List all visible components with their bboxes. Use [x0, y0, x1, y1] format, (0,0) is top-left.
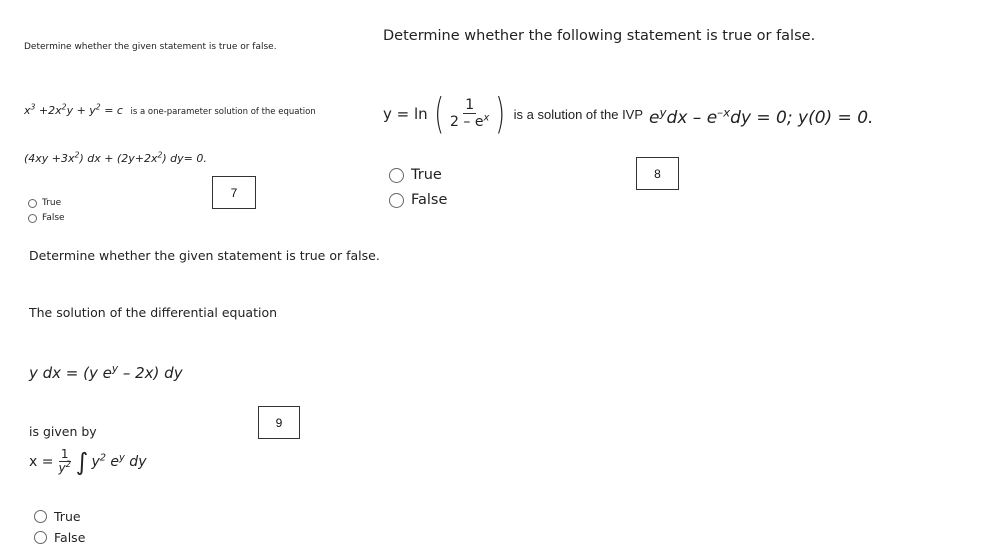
- q8-option-true[interactable]: [389, 167, 442, 183]
- q9-option-true[interactable]: [34, 509, 81, 524]
- q8-option-true-label: True: [411, 167, 442, 183]
- q7-expr-note: is a one-parameter solution of the equation: [130, 107, 316, 117]
- q7-radio-true[interactable]: [28, 199, 37, 208]
- q9-number: 9: [275, 415, 283, 430]
- q7-equation: $(4xy +3x^2)$ dx + $(2y+2x^2)$ dy= 0.: [24, 150, 207, 165]
- q8-number: 8: [654, 166, 661, 181]
- q8-paren-left: (: [433, 89, 444, 138]
- q9-radio-false[interactable]: [34, 531, 47, 544]
- q9-option-true-label: True: [54, 509, 81, 524]
- q7-expr-eq: = c: [100, 104, 123, 117]
- q9-solution: [29, 448, 146, 476]
- q9-sol-x: x =: [29, 454, 54, 470]
- q7-number: 7: [230, 185, 238, 200]
- q7-expression: [24, 104, 316, 117]
- q7-prompt: Determine whether the given statement is true or false.: [24, 42, 277, 52]
- q8-middle-text: is a solution of the IVP: [513, 106, 644, 122]
- q7-expr-x: $x^3$: [24, 102, 36, 117]
- q9-prompt: Determine whether the given statement is true or false.: [29, 248, 380, 263]
- q7-expr-term3: $y + y^2$: [66, 102, 101, 117]
- q7-option-false[interactable]: [28, 213, 65, 223]
- q8-radio-true[interactable]: [389, 168, 404, 183]
- q8-fraction: $\frac{1}{2 - e^x}$: [450, 96, 490, 131]
- q8-ivp-equation: $e^ydx - e^{-x}dy = 0$; y(0) = 0.: [649, 105, 874, 128]
- q9-equation: y dx = (y $e^y - 2x$) dy: [29, 363, 183, 382]
- q8-option-false[interactable]: [389, 192, 447, 208]
- q8-radio-false[interactable]: [389, 193, 404, 208]
- q7-option-true-label: True: [42, 198, 62, 208]
- q7-radio-false[interactable]: [28, 214, 37, 223]
- q8-number-box: [636, 157, 679, 190]
- q9-option-false-label: False: [54, 530, 86, 545]
- q8-prompt: Determine whether the following statement is true or false.: [383, 28, 816, 44]
- q7-number-box: [212, 176, 256, 209]
- q7-option-false-label: False: [42, 213, 65, 223]
- q8-paren-right: ): [495, 89, 506, 138]
- q8-option-false-label: False: [411, 192, 448, 208]
- q9-sol-fraction: $\frac{1}{y^2}$: [58, 447, 71, 476]
- q9-integral-sign: ∫: [75, 448, 89, 476]
- q8-y-equals-ln: y = ln: [383, 105, 428, 123]
- q9-option-false[interactable]: [34, 530, 85, 545]
- q9-sol-integrand: $y^2$ $e^y$ dy: [91, 452, 147, 470]
- q9-given-by: is given by: [29, 424, 97, 439]
- q9-number-box: [258, 406, 300, 439]
- q7-expr-term2: $+2x^2$: [35, 102, 67, 117]
- q9-lead: The solution of the differential equation: [29, 305, 278, 320]
- q9-radio-true[interactable]: [34, 510, 47, 523]
- q7-option-true[interactable]: [28, 198, 61, 208]
- q8-statement: [383, 89, 874, 138]
